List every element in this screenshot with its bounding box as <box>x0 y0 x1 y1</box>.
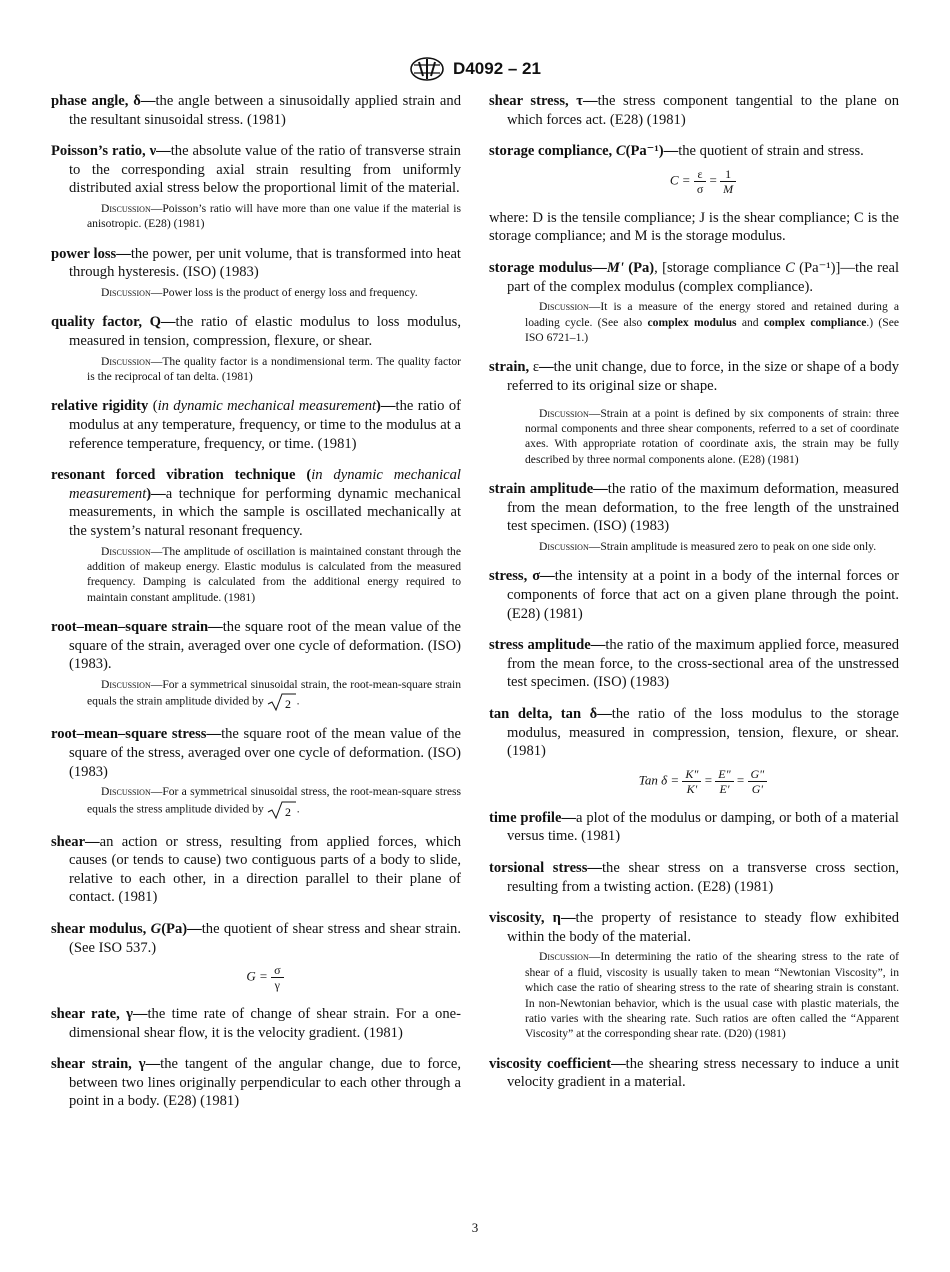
denominator: M <box>723 181 734 196</box>
discussion-text: —Poisson’s ratio will have more than one value if the material is anisotropic. (E28) (1981) <box>87 201 461 231</box>
definition: the angle between a sinusoidally applied strain and the resultant sinusoidal stress. (1981) <box>69 93 461 128</box>
entry-storage-modulus <box>489 259 899 345</box>
discussion-note <box>507 299 899 345</box>
discussion-label: Discussion <box>101 785 151 799</box>
fraction <box>748 767 768 796</box>
fraction <box>271 963 283 992</box>
equals-sign: = <box>736 772 745 788</box>
term: time profile— <box>489 809 577 826</box>
discussion-text: —In determining the ratio of the shearing stress to the rate of shear of a fluid, viscosity is usually taken to mean “Newtonian Viscosity”, in which case the ratio of shearing stress to the rate of shearing strain is constant. In non-Newtonian behavior, which is the usual case with plastic materials, the ratio varies with the shearing rate. Such ratios are often called the “Apparent Viscosity” at the corresponding shear rate. (D20) (1981) <box>525 950 899 1041</box>
term: strain amplitude— <box>489 481 608 498</box>
denominator: σ <box>696 181 704 196</box>
definition: a plot of the modulus or damping, or both of a material versus time. (1981) <box>507 809 899 845</box>
definition: the square root of the mean value of the square of the strain, averaged over one cycle of deformation. (ISO) (1983). <box>69 619 461 673</box>
discussion-label: Discussion <box>101 544 151 558</box>
discussion-text: —Strain amplitude is measured zero to peak on one side only. <box>588 539 877 553</box>
equation-lhs: C = <box>669 172 691 188</box>
entry-viscosity-coefficient <box>489 1055 899 1092</box>
entry-shear-rate <box>51 1005 461 1042</box>
definition: the property of resistance to steady flow exhibited within the body of the material. <box>507 910 899 945</box>
fraction <box>682 767 701 796</box>
where-clause: where: D is the tensile compliance; J is the shear compliance; C is the storage compliance; and M is the storage modulus. <box>489 209 899 245</box>
entry-shear-strain <box>51 1055 461 1111</box>
term-symbol: M' <box>606 259 624 276</box>
term: storage compliance, <box>489 143 616 160</box>
entry-tan-delta <box>489 705 899 796</box>
discussion-label: Discussion <box>539 406 589 420</box>
term: shear rate, γ— <box>51 1006 148 1023</box>
term: shear— <box>51 833 100 850</box>
sqrt-value: 2 <box>284 697 291 712</box>
page-header <box>0 56 950 84</box>
discussion-note <box>69 354 461 385</box>
discussion-label: Discussion <box>101 285 151 299</box>
discussion-note <box>507 539 899 554</box>
discussion-note <box>69 784 461 819</box>
discussion-text: —The amplitude of oscillation is maintained constant through the addition of makeup energy. Elastic modulus is calculated from the measured frequency. Damping is calculated from the additional energy required to maintain constant amplitude. (1981) <box>87 544 461 604</box>
discussion-text: —For a symmetrical sinusoidal strain, the root-mean-square strain equals the strain amplitude divided by <box>87 677 461 708</box>
term-end: (Pa) <box>623 259 655 276</box>
discussion-note <box>69 544 461 606</box>
definition: the power, per unit volume, that is transformed into heat through hysteresis. (ISO) (1983) <box>69 245 461 281</box>
term: relative rigidity <box>51 398 149 415</box>
definition: the quotient of shear stress and shear strain. (See ISO 537.) <box>69 920 462 956</box>
right-column <box>489 92 899 1105</box>
entry-shear-stress <box>489 92 899 129</box>
definition: the ratio of the loss modulus to the storage modulus, measured in compression, tension, flexure, or shear. (1981) <box>507 705 899 760</box>
fraction <box>694 167 706 196</box>
discussion-label: Discussion <box>539 950 589 964</box>
discussion-text: —The quality factor is a nondimensional term. The quality factor is the reciprocal of tan delta. (1981) <box>87 354 461 383</box>
numerator: G" <box>748 767 768 782</box>
discussion-note <box>69 201 461 232</box>
definition-symbol: C <box>785 259 795 276</box>
definition: the tangent of the angular change, due to force, between two lines originally perpendicular to each other through a point in a body. (E28) (1981) <box>69 1056 462 1110</box>
definition: an action or stress, resulting from applied forces, which causes (or tends to cause) two contiguous parts of a body to slide, relative to each other, in a direction parallel to their plane of contact. (1981) <box>69 833 461 906</box>
definition: the intensity at a point in a body of the internal forces or components of force that act on a given plane through the point. (E28) (1981) <box>507 568 899 622</box>
definition: the square root of the mean value of the square of the stress, averaged over one cycle of deformation. (ISO) (1983) <box>69 726 461 780</box>
definition: the shear stress on a transverse cross section, resulting from a twisting action. (E28) (1981) <box>507 859 900 895</box>
sqrt-value: 2 <box>284 804 291 819</box>
definition-cont: (Pa⁻¹)]—the real part of the complex modulus (complex compliance). <box>507 259 899 295</box>
term: root–mean–square stress— <box>51 726 222 743</box>
discussion-label: Discussion <box>101 354 151 368</box>
equation <box>69 963 461 992</box>
term: shear stress, τ— <box>489 93 598 109</box>
entry-shear <box>51 833 461 907</box>
entry-rms-stress <box>51 725 461 819</box>
entry-viscosity <box>489 909 899 1042</box>
term: shear modulus, <box>51 920 151 937</box>
entry-poissons-ratio <box>51 142 461 232</box>
entry-shear-modulus <box>51 920 461 992</box>
definition: the ratio of modulus at any temperature, frequency, or time to the modulus at a reference temperature, frequency, or time. (1981) <box>69 398 462 452</box>
astm-logo-icon <box>409 56 445 82</box>
qualifier: in dynamic mechanical measurement <box>157 398 377 415</box>
entry-resonant-forced-vibration <box>51 466 461 605</box>
definition: a technique for performing dynamic mechanical measurements, in which the sample is oscillated mechanically at the system’s natural resonant frequency. <box>69 485 461 539</box>
definition: the ratio of elastic modulus to loss modulus, measured in tension, compression, flexure, or shear. <box>69 314 461 349</box>
term-symbol: ε <box>532 359 540 376</box>
definition: the unit change, due to force, in the size or shape of a body referred to its original size or shape. <box>507 359 899 394</box>
discussion-label: Discussion <box>101 201 151 215</box>
entry-stress <box>489 567 899 623</box>
equation <box>507 167 899 196</box>
definition: the shearing stress necessary to induce a unit velocity gradient in a material. <box>507 1055 900 1091</box>
denominator: G' <box>751 781 763 796</box>
discussion-end: . <box>296 802 300 816</box>
term: root–mean–square strain— <box>51 619 223 636</box>
entry-quality-factor <box>51 313 461 384</box>
term: viscosity coefficient— <box>489 1055 626 1072</box>
discussion-text: —Strain at a point is defined by six components of strain: three normal components and three shear components, referred to a set of coordinate axes. With appropriate rotation of coordinate axis, the strain may be fully described by three normal components alone. (E28) (1981) <box>525 406 899 466</box>
numerator: K" <box>682 767 701 782</box>
definition: , [storage compliance <box>654 259 786 276</box>
term: resonant forced vibration technique ( <box>51 467 312 484</box>
entry-rms-strain <box>51 618 461 712</box>
entry-power-loss <box>51 245 461 301</box>
entry-strain <box>489 358 899 467</box>
definition: the absolute value of the ratio of transverse strain to the corresponding axial strain resulting from uniformly distributed axial stress below the proportional limit of the material. <box>69 143 461 197</box>
term-end: — <box>539 359 554 376</box>
term-end: )— <box>376 398 396 415</box>
term-symbol: G <box>150 920 162 937</box>
fraction <box>715 767 733 796</box>
term-end: )— <box>146 485 166 502</box>
term: tan delta, tan δ— <box>489 705 612 722</box>
entry-storage-compliance <box>489 142 899 196</box>
definition: the ratio of the maximum applied force, measured from the mean force, to the cross-sectional area of the unstressed test specimen. (ISO) (1983) <box>507 637 899 691</box>
numerator: ε <box>694 167 706 182</box>
discussion-note <box>507 406 899 468</box>
entry-phase-angle <box>51 92 461 129</box>
term: strain, <box>489 359 533 376</box>
term: stress, σ— <box>489 568 555 585</box>
entry-stress-amplitude <box>489 636 899 692</box>
equals-sign: = <box>704 772 713 788</box>
definition: the stress component tangential to the plane on which forces act. (E28) (1981) <box>507 93 899 128</box>
discussion-end: .) (See ISO 6721–1.) <box>525 315 899 344</box>
discussion-text: —It is a measure of the energy stored and retained during a loading cycle. (See also <box>525 300 899 329</box>
equation-lhs: Tan δ = <box>638 772 680 788</box>
entry-time-profile <box>489 809 899 846</box>
term-end: (Pa)— <box>161 920 202 937</box>
term: viscosity, η— <box>489 910 576 927</box>
discussion-label: Discussion <box>539 300 589 314</box>
denominator: E' <box>719 781 730 796</box>
term: quality factor, Q— <box>51 314 176 331</box>
page-number: 3 <box>471 1220 479 1235</box>
definition: the ratio of the maximum deformation, measured from the mean deformation, to the free length of the unstrained test specimen. (ISO) (1983) <box>507 481 899 535</box>
qualifier: in dynamic mechanical measurement <box>69 467 461 502</box>
crossref-complex-compliance: complex compliance <box>763 315 867 329</box>
fraction <box>720 167 736 196</box>
numerator: 1 <box>720 167 736 182</box>
definition: the time rate of change of shear strain. For a one-dimensional shear flow, it is the velocity gradient. (1981) <box>69 1006 461 1041</box>
document-id: D4092 – 21 <box>453 59 541 78</box>
numerator: σ <box>271 963 283 978</box>
discussion-note <box>507 949 899 1041</box>
entry-strain-amplitude <box>489 480 899 554</box>
equation-lhs: G = <box>246 968 268 984</box>
term: Poisson’s ratio, ν— <box>51 143 171 160</box>
discussion-text: —For a symmetrical sinusoidal stress, the root-mean-square stress equals the stress amplitude divided by <box>87 785 461 816</box>
paren: ( <box>148 398 158 415</box>
term-end: (Pa⁻¹)— <box>625 143 679 160</box>
term: storage modulus— <box>489 259 607 276</box>
equation <box>507 767 899 796</box>
discussion-label: Discussion <box>539 539 589 553</box>
term: torsional stress— <box>489 859 602 876</box>
crossref-complex-modulus: complex modulus <box>647 315 737 329</box>
definition: the quotient of strain and stress. <box>678 143 864 160</box>
term: phase angle, δ— <box>51 93 156 109</box>
term: shear strain, γ— <box>51 1056 161 1073</box>
discussion-end: . <box>296 695 300 708</box>
discussion-text: —Power loss is the product of energy loss and frequency. <box>150 285 418 299</box>
term-symbol: C <box>615 143 626 160</box>
left-column <box>51 92 461 1124</box>
square-root-icon <box>267 800 297 820</box>
discussion-note <box>69 285 461 300</box>
numerator: E" <box>715 767 733 782</box>
term: power loss— <box>51 245 131 262</box>
discussion-label: Discussion <box>101 677 151 691</box>
equals-sign: = <box>709 172 717 188</box>
discussion-and: and <box>736 315 764 329</box>
denominator: K' <box>686 781 698 796</box>
term: stress amplitude— <box>489 637 606 654</box>
discussion-note <box>69 677 461 712</box>
entry-relative-rigidity <box>51 397 461 453</box>
square-root-icon <box>267 692 297 712</box>
denominator: γ <box>274 978 280 993</box>
entry-torsional-stress <box>489 859 899 896</box>
